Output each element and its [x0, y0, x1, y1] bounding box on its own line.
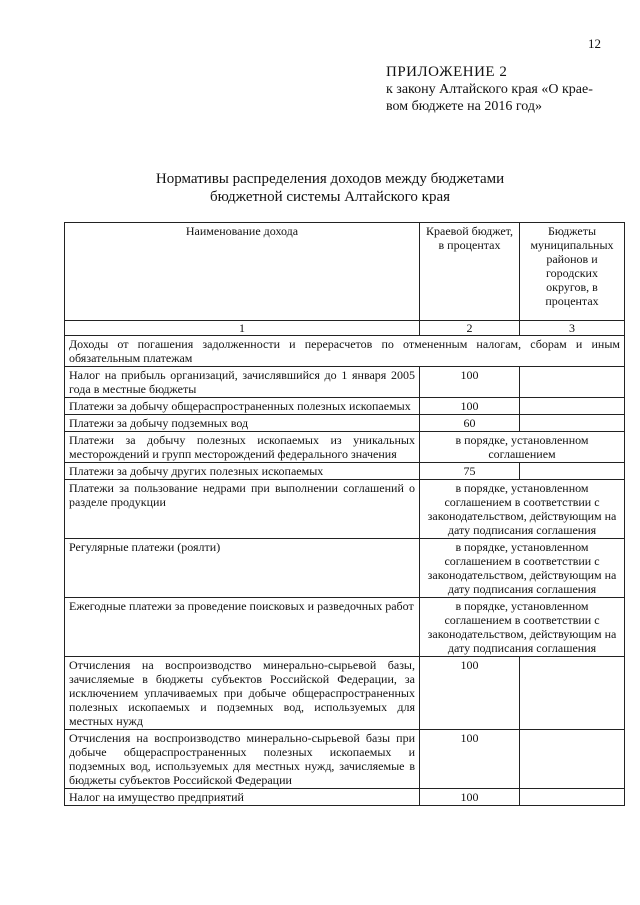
- document-heading: [100, 170, 560, 206]
- table-row: [65, 367, 625, 398]
- municipal-percent-cell: [520, 398, 625, 415]
- income-name-cell: Регулярные платежи (роялти): [65, 539, 420, 598]
- regional-percent-cell: 60: [420, 415, 520, 432]
- municipal-percent-cell: [520, 657, 625, 730]
- income-name-cell: Налог на прибыль организаций, зачислявшийся до 1 января 2005 года в местные бюджеты: [65, 367, 420, 398]
- regional-percent-cell: 100: [420, 789, 520, 806]
- income-name-cell: Платежи за добычу подземных вод: [65, 415, 420, 432]
- appendix-line-2: вом бюджете на 2016 год»: [386, 99, 542, 114]
- table-row: [65, 480, 625, 539]
- municipal-percent-cell: [520, 367, 625, 398]
- table-row: [65, 398, 625, 415]
- merged-rule-cell: в порядке, установленном соглашением: [420, 432, 625, 463]
- header-income-name: Наименование дохода: [65, 223, 420, 321]
- income-name-cell: Платежи за пользование недрами при выполнении соглашений о разделе продукции: [65, 480, 420, 539]
- revenue-distribution-table: [64, 222, 625, 806]
- table-header-row: [65, 223, 625, 321]
- appendix-line-1: к закону Алтайского края «О крае-: [386, 82, 593, 97]
- heading-line-1: Нормативы распределения доходов между бюджетами: [155, 171, 505, 187]
- table-row: [65, 598, 625, 657]
- income-name-cell: Платежи за добычу общераспространенных полезных ископаемых: [65, 398, 420, 415]
- table-row: [65, 657, 625, 730]
- table-row: [65, 463, 625, 480]
- column-number-row: [65, 321, 625, 336]
- heading-line-2: бюджетной системы Алтайского края: [209, 189, 451, 205]
- municipal-percent-cell: [520, 789, 625, 806]
- merged-rule-cell: в порядке, установленном соглашением в соответствии с законодательством, действующим на дату подписания соглашения: [420, 539, 625, 598]
- section-row: [65, 336, 625, 367]
- header-municipal-budgets: Бюджеты муниципальных районов и городских округов, в процентах: [520, 223, 625, 321]
- appendix-block: [386, 64, 626, 115]
- merged-rule-cell: в порядке, установленном соглашением в соответствии с законодательством, действующим на дату подписания соглашения: [420, 598, 625, 657]
- column-number: 2: [420, 321, 520, 336]
- regional-percent-cell: 100: [420, 398, 520, 415]
- table-row: [65, 730, 625, 789]
- income-name-cell: Отчисления на воспроизводство минерально-сырьевой базы, зачисляемые в бюджеты субъектов Российской Федерации, за исключением уплачиваемых при добыче общераспространенных полезных ископаемых и подземных вод, используемых для местных нужд: [65, 657, 420, 730]
- income-name-cell: Отчисления на воспроизводство минерально-сырьевой базы при добыче общераспространенных полезных ископаемых и подземных вод, используемых для местных нужд, зачисляемые в бюджеты субъектов Российской Федерации: [65, 730, 420, 789]
- regional-percent-cell: 100: [420, 730, 520, 789]
- header-regional-budget: Краевой бюджет, в процентах: [420, 223, 520, 321]
- table-row: [65, 539, 625, 598]
- merged-rule-cell: в порядке, установленном соглашением в соответствии с законодательством, действующим на дату подписания соглашения: [420, 480, 625, 539]
- income-name-cell: Платежи за добычу других полезных ископаемых: [65, 463, 420, 480]
- municipal-percent-cell: [520, 730, 625, 789]
- municipal-percent-cell: [520, 463, 625, 480]
- income-name-cell: Налог на имущество предприятий: [65, 789, 420, 806]
- regional-percent-cell: 75: [420, 463, 520, 480]
- column-number: 1: [65, 321, 420, 336]
- table-row: [65, 432, 625, 463]
- regional-percent-cell: 100: [420, 657, 520, 730]
- table-row: [65, 789, 625, 806]
- page-number: 12: [588, 36, 601, 51]
- column-number: 3: [520, 321, 625, 336]
- income-name-cell: Ежегодные платежи за проведение поисковых и разведочных работ: [65, 598, 420, 657]
- appendix-title: ПРИЛОЖЕНИЕ 2: [386, 64, 508, 80]
- regional-percent-cell: 100: [420, 367, 520, 398]
- section-title: Доходы от погашения задолженности и перерасчетов по отмененным налогам, сборам и иным обязательным платежам: [65, 336, 625, 367]
- municipal-percent-cell: [520, 415, 625, 432]
- table-row: [65, 415, 625, 432]
- income-name-cell: Платежи за добычу полезных ископаемых из уникальных месторождений и групп месторождений федерального значения: [65, 432, 420, 463]
